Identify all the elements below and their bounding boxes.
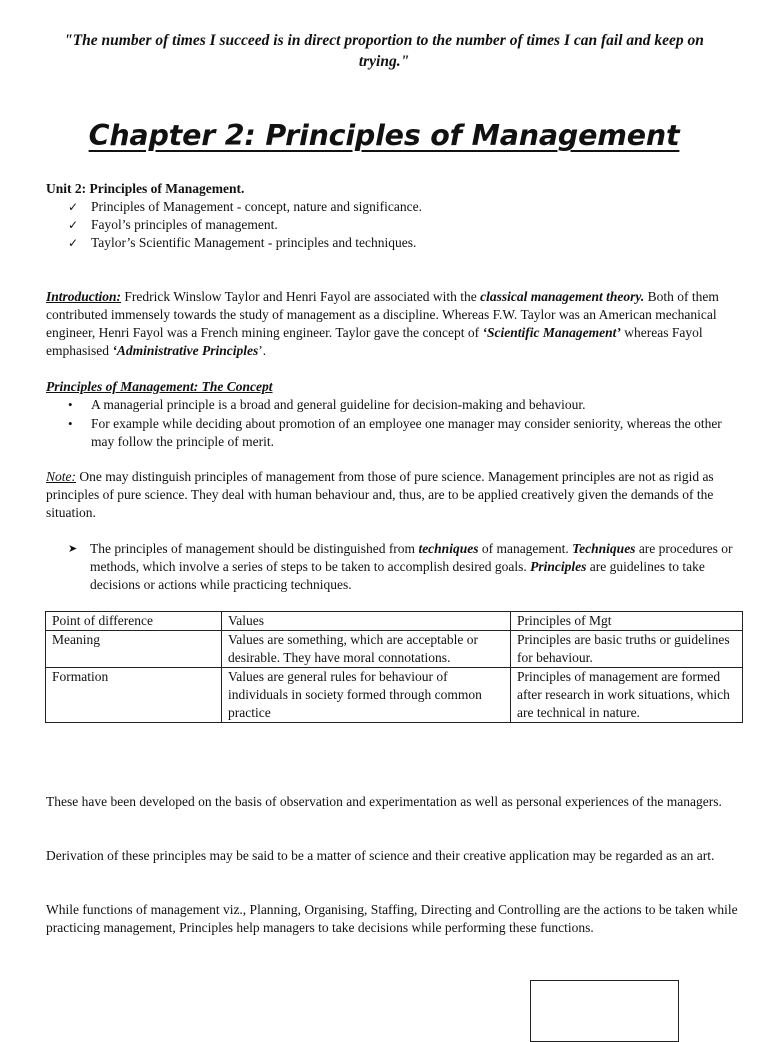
opening-quote: "The number of times I succeed is in direct proportion to the number of times I can fail and keep on trying."	[64, 32, 704, 70]
unit-topic-item: ✓ Principles of Management - concept, nature and significance.	[68, 199, 423, 214]
techniques-list	[68, 540, 738, 594]
note-paragraph: Note: One may distinguish principles of management from those of pure science. Management principles are not as rigid as principles of pure science. They deal with human behaviour and, thus, are to be applied creatively given the demands of the situation.	[46, 469, 714, 520]
bullet-dot-icon: •	[68, 397, 73, 412]
table-cell: Formation	[46, 668, 222, 723]
body-paragraph: Derivation of these principles may be said to be a matter of science and their creative application may be regarded as an art.	[46, 848, 715, 863]
table-row	[46, 631, 743, 668]
bullet-dot-icon: •	[68, 416, 73, 431]
check-mark-icon: ✓	[68, 218, 79, 232]
body-paragraph: These have been developed on the basis of observation and experimentation as well as personal experiences of the managers.	[46, 794, 722, 809]
body-paragraph: While functions of management viz., Planning, Organising, Staffing, Directing and Controlling are the actions to be taken while practicing management, Principles help managers to take decisions while performing these functions.	[46, 902, 738, 935]
table-cell: Principles are basic truths or guidelines for behaviour.	[511, 631, 743, 668]
check-mark-icon: ✓	[68, 200, 79, 214]
unit-topic-item: ✓ Fayol’s principles of management.	[68, 217, 278, 232]
chapter-title: Chapter 2: Principles of Management	[88, 119, 680, 152]
introduction-label: Introduction:	[46, 289, 122, 304]
table-header-cell: Values	[222, 612, 511, 631]
table-row	[46, 668, 743, 723]
unit-topic-item: ✓ Taylor’s Scientific Management - principles and techniques.	[68, 235, 417, 250]
comparison-table	[45, 611, 743, 723]
table-cell: Principles of management are formed after research in work situations, which are technical in nature.	[511, 668, 743, 723]
table-header-cell: Principles of Mgt	[511, 612, 743, 631]
table-header-cell: Point of difference	[46, 612, 222, 631]
unit-topics-list	[68, 198, 422, 252]
table-cell: Values are something, which are acceptable or desirable. They have moral connotations.	[222, 631, 511, 668]
concept-bullet-item: • A managerial principle is a broad and general guideline for decision-making and behaviour.	[68, 397, 586, 412]
techniques-item: ➤ The principles of management should be distinguished from techniques of management. Techniques are procedures or methods, which involve a series of steps to be taken to accomplish desired goals. Principles are guidelines to take decisions or actions while practicing techniques.	[68, 541, 733, 592]
arrow-right-icon: ➤	[68, 542, 78, 555]
introduction-paragraph: Introduction: Fredrick Winslow Taylor and Henri Fayol are associated with the classical management theory. Both of them contributed immensely towards the study of management as a discipline. Whereas F.W. Taylor was an American mechanical engineer, Henri Fayol was a French mining engineer. Taylor gave the concept of ‘Scientific Management’ whereas Fayol emphasised ‘Administrative Principles’.	[46, 289, 719, 358]
unit-heading: Unit 2: Principles of Management.	[46, 181, 245, 196]
table-header-row	[46, 612, 743, 631]
note-label: Note:	[46, 469, 76, 484]
empty-box	[530, 980, 679, 1042]
table-cell: Values are general rules for behaviour of individuals in society formed through common practice	[222, 668, 511, 723]
table-cell: Meaning	[46, 631, 222, 668]
concept-bullet-list	[68, 396, 738, 452]
concept-bullet-item: • For example while deciding about promotion of an employee one manager may consider seniority, whereas the other may follow the principle of merit.	[68, 416, 722, 449]
concept-heading: Principles of Management: The Concept	[46, 379, 273, 394]
check-mark-icon: ✓	[68, 236, 79, 250]
